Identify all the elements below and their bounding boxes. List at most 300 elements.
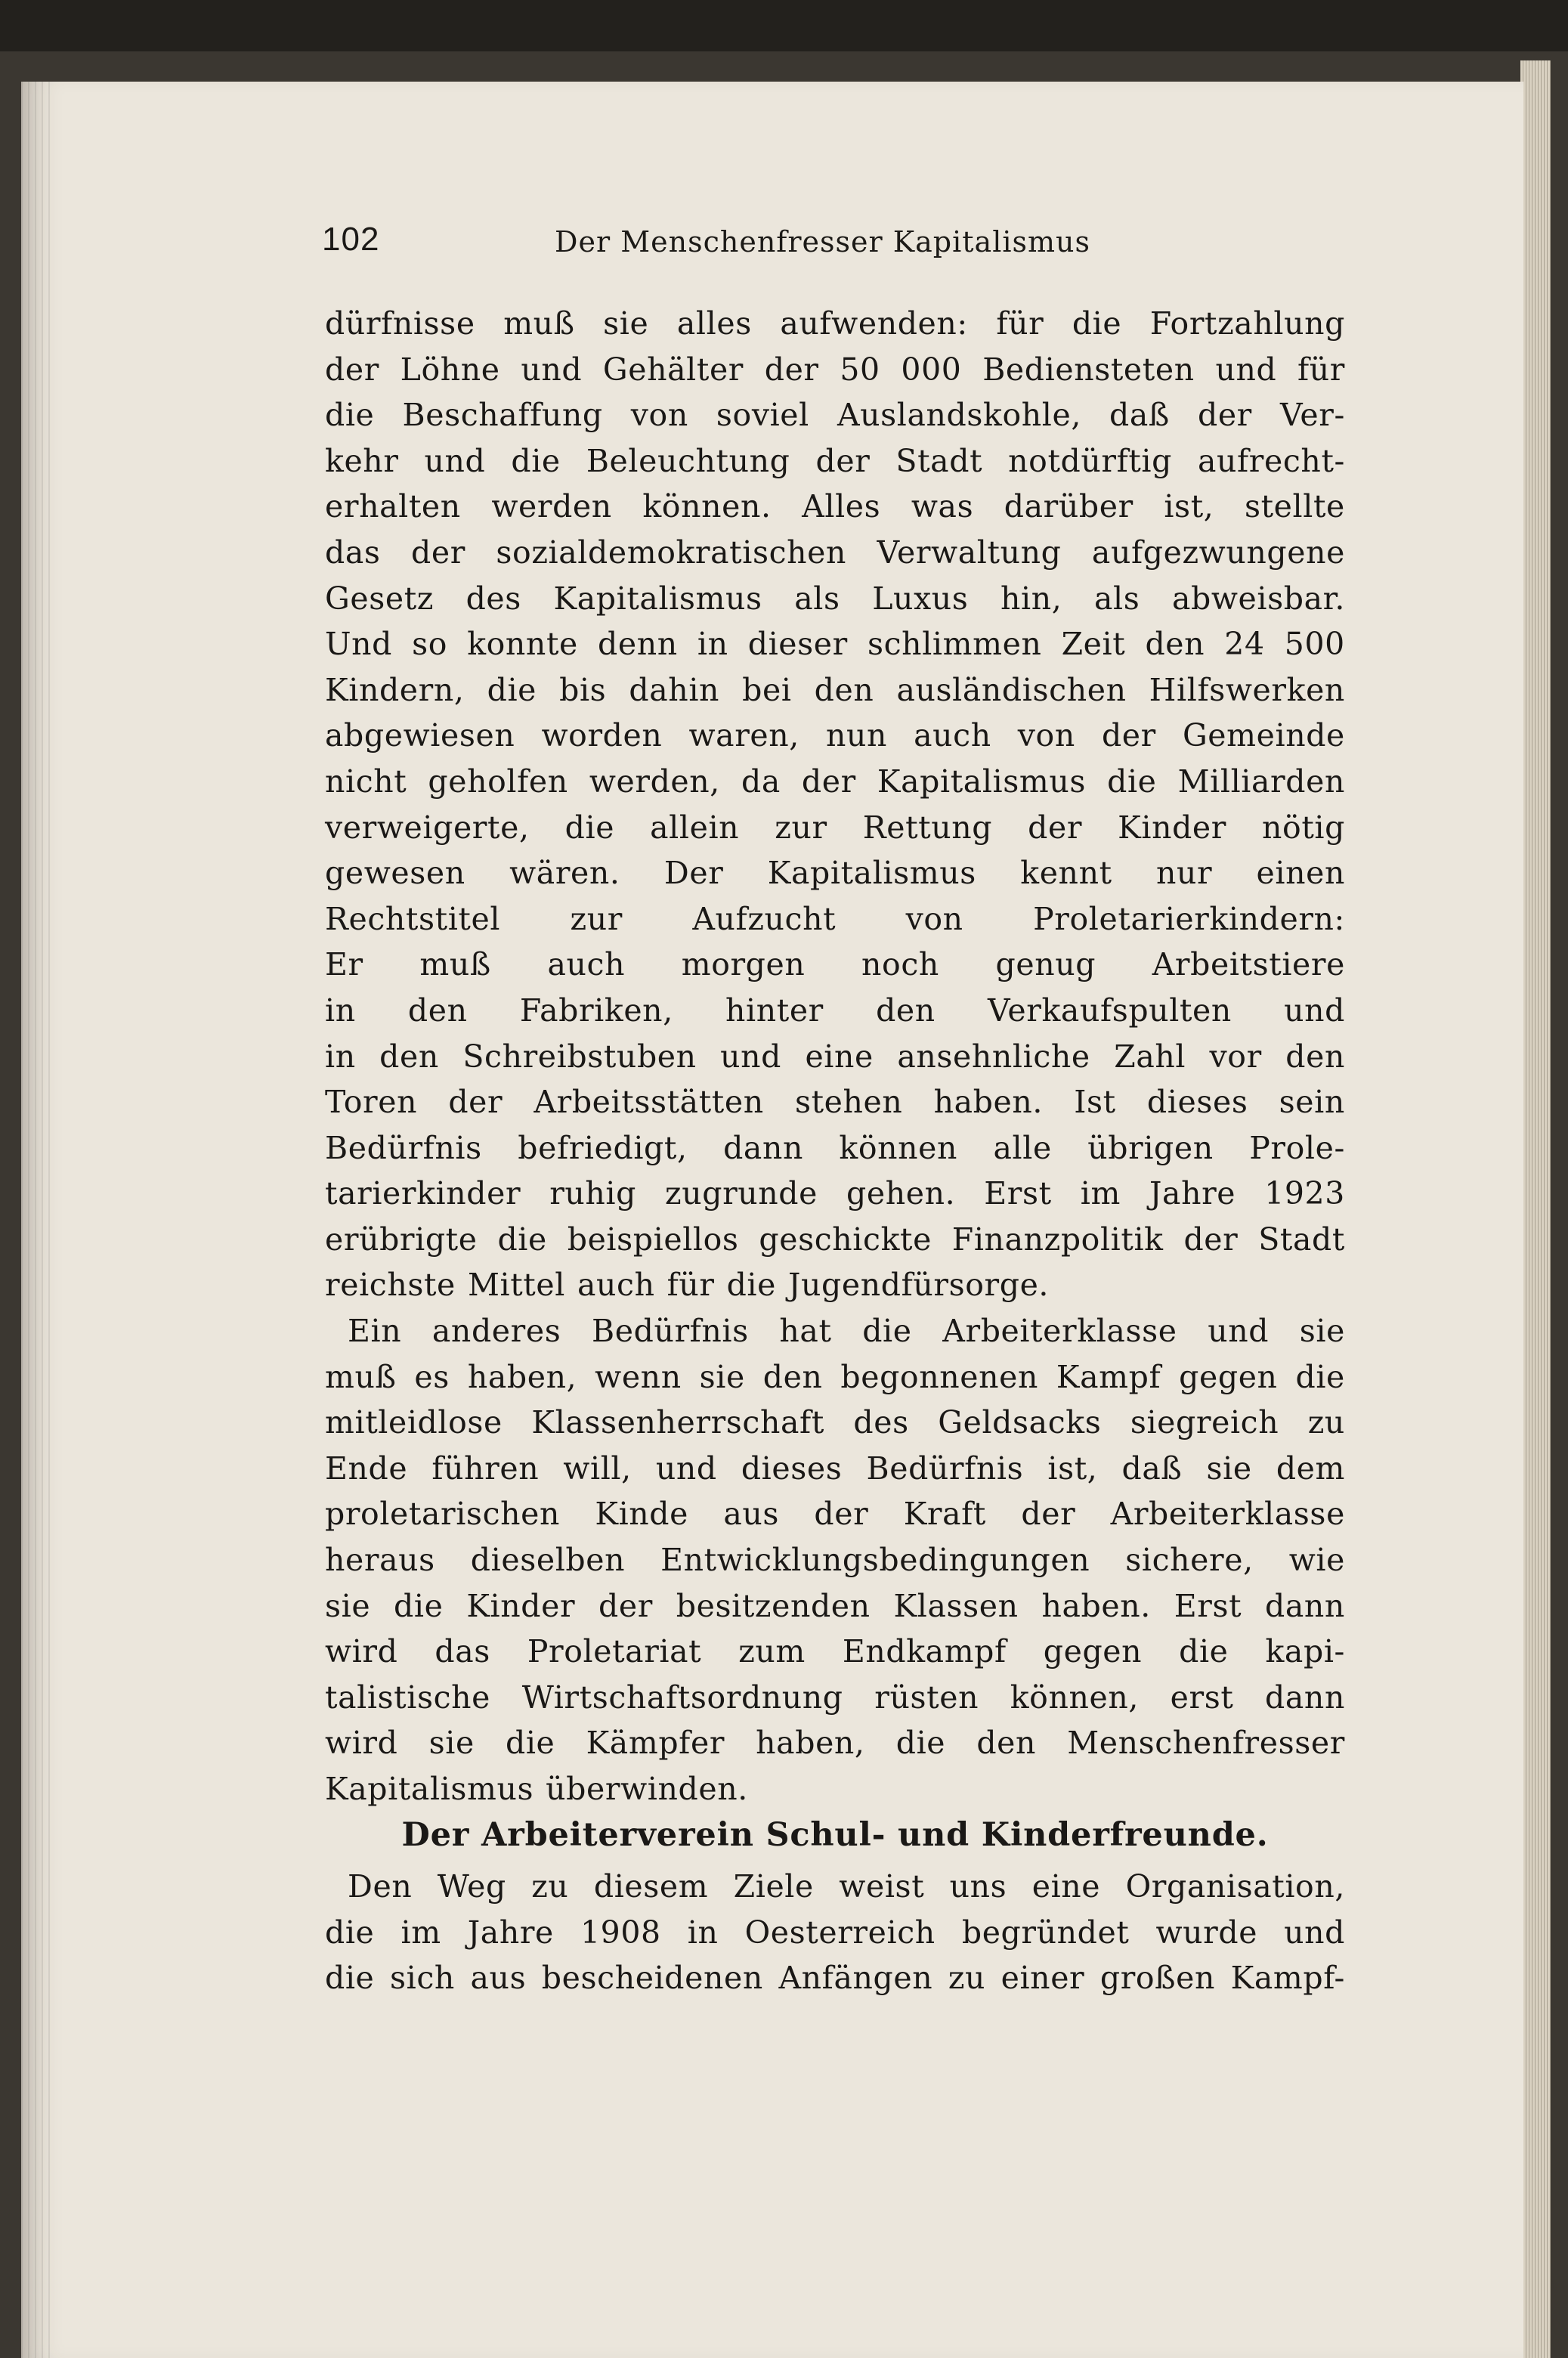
word: Schreibstuben	[462, 1038, 697, 1075]
word: dann	[723, 1129, 803, 1166]
word: kennt	[1020, 855, 1112, 892]
word: Der	[663, 855, 724, 892]
word: der	[1028, 809, 1083, 846]
word: zugrunde	[665, 1175, 818, 1212]
text-line	[325, 1766, 1345, 1812]
word: die	[325, 1914, 375, 1951]
word: Auslandskohle,	[837, 397, 1081, 434]
word: den	[1285, 1038, 1345, 1075]
word: ansehnliche	[897, 1038, 1090, 1075]
word: hin,	[1000, 580, 1062, 617]
word: Milliarden	[1177, 763, 1345, 800]
word: Alles	[802, 488, 881, 525]
word: überwinden.	[546, 1771, 748, 1807]
word: anderes	[431, 1313, 561, 1350]
word: als	[794, 580, 840, 617]
word: großen	[1099, 1960, 1216, 1997]
word: in	[325, 992, 356, 1029]
word: Verwaltung	[877, 534, 1062, 571]
word: wird	[325, 1633, 398, 1670]
word: daß	[1121, 1450, 1183, 1487]
word: daß	[1109, 397, 1170, 434]
word: morgen	[681, 946, 806, 983]
word: Endkampf	[842, 1633, 1007, 1670]
text-line	[325, 576, 1345, 622]
word: Ver-	[1279, 397, 1345, 434]
page-gutter	[21, 82, 51, 2358]
word: Beschaffung	[402, 397, 603, 434]
word: nun	[825, 717, 888, 754]
word: Bedürfnis	[592, 1313, 749, 1350]
running-title: Der Menschenfresser Kapitalismus	[555, 225, 1091, 258]
word: stehen	[794, 1084, 903, 1121]
word: von	[630, 397, 688, 434]
word: die	[862, 1313, 912, 1350]
word: Prole-	[1249, 1129, 1345, 1166]
text-line	[325, 438, 1345, 484]
word: zur	[775, 809, 827, 846]
word: gegen	[1043, 1633, 1143, 1670]
word: haben.	[933, 1084, 1044, 1121]
word: Kinde	[595, 1496, 689, 1533]
word: dahin	[629, 671, 720, 708]
word: Fortzahlung	[1149, 305, 1345, 342]
word: was	[911, 488, 974, 525]
word: auch	[914, 717, 991, 754]
word: den	[814, 671, 874, 708]
word: Arbeiterklasse	[1110, 1496, 1345, 1533]
word: den	[876, 992, 936, 1029]
word: Bedürfnis	[866, 1450, 1024, 1487]
word: gehen.	[846, 1175, 956, 1212]
word: dem	[1276, 1450, 1345, 1487]
word: dieses	[1146, 1084, 1248, 1121]
word: sie	[1206, 1450, 1252, 1487]
word: worden	[541, 717, 663, 754]
word: Stadt	[1258, 1221, 1345, 1258]
word: der	[448, 1084, 503, 1121]
text-line	[325, 1079, 1345, 1125]
word: Erst	[984, 1175, 1052, 1212]
word: so	[412, 626, 448, 663]
word: können.	[642, 488, 772, 525]
word: Oesterreich	[744, 1914, 936, 1951]
text-line	[325, 713, 1345, 759]
word: im	[401, 1914, 441, 1951]
word: Kindern,	[325, 671, 465, 708]
word: die	[511, 442, 561, 479]
word: stellte	[1244, 488, 1345, 525]
word: Anfängen	[778, 1960, 933, 1997]
word: den	[976, 1725, 1037, 1762]
word: Arbeitstiere	[1152, 946, 1345, 983]
word: Kapitalismus	[877, 763, 1087, 800]
running-head	[322, 221, 1354, 266]
word: Kapitalismus	[325, 1771, 534, 1807]
word: hinter	[725, 992, 824, 1029]
word: muß	[419, 946, 491, 983]
body-text-section-2	[325, 1864, 1345, 2001]
word: für	[1297, 351, 1345, 388]
word: das	[435, 1633, 490, 1670]
text-line	[325, 942, 1345, 988]
word: Kampf	[1056, 1358, 1161, 1395]
word: konnte	[467, 626, 578, 663]
word: einen	[1256, 855, 1345, 892]
word: Rechtstitel	[325, 900, 501, 937]
text-line	[325, 1537, 1345, 1583]
word: gegen	[1179, 1358, 1278, 1395]
word: für	[666, 1267, 715, 1304]
word: die	[895, 1725, 946, 1762]
text-line	[325, 1308, 1345, 1354]
word: 1908	[580, 1914, 661, 1951]
word: sein	[1279, 1084, 1345, 1121]
word: und	[521, 351, 583, 388]
word: in	[697, 626, 728, 663]
text-line	[325, 1864, 1345, 1910]
word: von	[905, 900, 963, 937]
word: Gemeinde	[1182, 717, 1345, 754]
word: und	[1284, 1914, 1345, 1951]
word: Menschenfresser	[1067, 1725, 1345, 1762]
word: Geldsacks	[938, 1404, 1102, 1441]
word: die	[497, 1221, 547, 1258]
word: Klassenherrschaft	[531, 1404, 824, 1441]
word: dieser	[747, 626, 848, 663]
word: Proletarierkindern:	[1033, 900, 1345, 937]
word: eine	[805, 1038, 874, 1075]
word: Ziele	[733, 1868, 814, 1905]
word: der	[598, 1587, 653, 1624]
word: die	[394, 1587, 444, 1624]
word: verweigerte,	[325, 809, 530, 846]
word: Kinder	[466, 1587, 576, 1624]
word: aufgezwungene	[1091, 534, 1345, 571]
word: es	[414, 1358, 450, 1395]
word: hat	[779, 1313, 832, 1350]
word: werden,	[589, 763, 720, 800]
text-line	[325, 667, 1345, 713]
word: talistische	[325, 1679, 491, 1716]
word: waren,	[688, 717, 799, 754]
word: im	[1080, 1175, 1121, 1212]
word: begonnenen	[840, 1358, 1038, 1395]
word: besitzenden	[676, 1587, 871, 1624]
word: die	[726, 1267, 777, 1304]
word: die	[1107, 763, 1157, 800]
word: erst	[1170, 1679, 1234, 1716]
word: Jahre	[1149, 1175, 1236, 1212]
word: Er	[325, 946, 363, 983]
word: da	[741, 763, 781, 800]
word: die	[1072, 305, 1122, 342]
text-line	[325, 1910, 1345, 1956]
word: des	[465, 580, 521, 617]
word: die	[1179, 1633, 1229, 1670]
word: ist,	[1164, 488, 1214, 525]
word: allein	[650, 809, 740, 846]
word: aus	[470, 1960, 527, 1997]
word: bis	[559, 671, 607, 708]
section-heading: Der Arbeiterverein Schul- und Kinderfreunde.	[401, 1816, 1269, 1854]
word: haben,	[467, 1358, 577, 1395]
word: wurde	[1155, 1914, 1258, 1951]
word: rüsten	[874, 1679, 979, 1716]
word: Kinder	[1118, 809, 1226, 846]
word: 24	[1224, 626, 1265, 663]
text-line	[325, 1217, 1345, 1263]
word: übrigen	[1087, 1129, 1214, 1166]
word: Arbeiterklasse	[942, 1313, 1177, 1350]
word: der	[411, 534, 465, 571]
word: auch	[547, 946, 626, 983]
word: muß	[325, 1358, 397, 1395]
word: notdürftig	[1008, 442, 1172, 479]
word: dieselben	[470, 1542, 626, 1579]
word: nicht	[325, 763, 407, 800]
word: alle	[993, 1129, 1052, 1166]
page-number: 102	[322, 221, 380, 258]
word: haben,	[756, 1725, 865, 1762]
word: der	[325, 351, 379, 388]
word: Erst	[1174, 1587, 1242, 1624]
text-line	[325, 1034, 1345, 1080]
word: Proletariat	[527, 1633, 702, 1670]
word: gewesen	[325, 855, 465, 892]
word: beispiellos	[567, 1221, 739, 1258]
word: Hilfswerken	[1149, 671, 1345, 708]
word: aufwenden:	[780, 305, 968, 342]
text-line	[325, 301, 1345, 347]
word: können	[839, 1129, 958, 1166]
word: Jugendfürsorge.	[788, 1267, 1050, 1304]
word: Zeit	[1061, 626, 1126, 663]
word: in	[687, 1914, 719, 1951]
word: sie	[428, 1725, 475, 1762]
word: Gehälter	[602, 351, 744, 388]
word: 000	[901, 351, 962, 388]
text-line	[325, 1171, 1345, 1217]
text-line	[325, 1629, 1345, 1675]
word: geschickte	[759, 1221, 932, 1258]
word: Verkaufspulten	[987, 992, 1232, 1029]
word: der	[1183, 1221, 1239, 1258]
word: Arbeitsstätten	[533, 1084, 764, 1121]
word: abweisbar.	[1171, 580, 1345, 617]
word: Den	[348, 1868, 413, 1905]
word: Weg	[437, 1868, 506, 1905]
text-line	[325, 1955, 1345, 2001]
word: eine	[1031, 1868, 1101, 1905]
text-line	[325, 1446, 1345, 1492]
word: sich	[390, 1960, 455, 1997]
word: Gesetz	[325, 580, 434, 617]
word: heraus	[325, 1542, 435, 1579]
text-line	[325, 1675, 1345, 1721]
word: zu	[948, 1960, 986, 1997]
word: ist,	[1047, 1450, 1098, 1487]
word: will,	[563, 1450, 632, 1487]
word: aus	[723, 1496, 780, 1533]
word: Kampf-	[1230, 1960, 1345, 1997]
word: Löhne	[400, 351, 500, 388]
word: den	[379, 1038, 439, 1075]
text-line	[325, 1354, 1345, 1400]
word: haben.	[1041, 1587, 1151, 1624]
word: erübrigte	[325, 1221, 478, 1258]
text-line	[325, 1491, 1345, 1537]
text-line	[325, 988, 1345, 1034]
word: sichere,	[1125, 1542, 1254, 1579]
word: muß	[503, 305, 575, 342]
word: für	[996, 305, 1044, 342]
word: darüber	[1004, 488, 1133, 525]
word: dürfnisse	[325, 305, 475, 342]
word: denn	[598, 626, 678, 663]
word: dieses	[741, 1450, 843, 1487]
word: die	[505, 1725, 555, 1762]
word: der	[801, 763, 856, 800]
word: tarierkinder	[325, 1175, 521, 1212]
word: 500	[1284, 626, 1345, 663]
word: Zahl	[1114, 1038, 1186, 1075]
word: Finanzpolitik	[951, 1221, 1164, 1258]
word: wenn	[595, 1358, 682, 1395]
word: des	[853, 1404, 909, 1441]
word: auch	[577, 1267, 655, 1304]
word: als	[1093, 580, 1140, 617]
text-line	[325, 850, 1345, 896]
word: Rettung	[862, 809, 993, 846]
word: Ist	[1074, 1084, 1116, 1121]
word: sie	[699, 1358, 745, 1395]
word: Kapitalismus	[767, 855, 976, 892]
text-line	[325, 392, 1345, 438]
word: werden	[491, 488, 612, 525]
word: der	[1197, 397, 1252, 434]
word: die	[487, 671, 537, 708]
word: Entwicklungsbedingungen	[660, 1542, 1090, 1579]
text-line	[325, 1125, 1345, 1171]
word: 1923	[1264, 1175, 1345, 1212]
word: wird	[325, 1725, 398, 1762]
word: die	[564, 809, 615, 846]
text-line	[325, 530, 1345, 576]
word: Toren	[325, 1084, 418, 1121]
word: Kämpfer	[586, 1725, 725, 1762]
word: ruhig	[549, 1175, 636, 1212]
word: mitleidlose	[325, 1404, 503, 1441]
word: Mittel	[467, 1267, 565, 1304]
text-line	[325, 1400, 1345, 1446]
word: Jahre	[467, 1914, 554, 1951]
word: zu	[531, 1868, 569, 1905]
word: dann	[1265, 1587, 1345, 1624]
word: und	[720, 1038, 781, 1075]
word: und	[424, 442, 486, 479]
word: dann	[1265, 1679, 1345, 1716]
word: zu	[1307, 1404, 1345, 1441]
word: soviel	[716, 397, 809, 434]
word: das	[325, 534, 381, 571]
word: nur	[1155, 855, 1213, 892]
word: Organisation,	[1125, 1868, 1345, 1905]
word: sie	[603, 305, 649, 342]
word: 50	[840, 351, 880, 388]
word: uns	[949, 1868, 1007, 1905]
word: Bediensteten	[982, 351, 1195, 388]
word: genug	[995, 946, 1096, 983]
word: der	[1021, 1496, 1076, 1533]
word: wären.	[509, 855, 620, 892]
word: den	[762, 1358, 823, 1395]
word: bescheidenen	[541, 1960, 763, 1997]
word: zum	[738, 1633, 806, 1670]
word: und	[1215, 351, 1277, 388]
body-text-section-1	[325, 301, 1345, 1812]
word: diesem	[593, 1868, 709, 1905]
word: in	[325, 1038, 356, 1075]
word: weist	[839, 1868, 925, 1905]
word: einer	[1000, 1960, 1085, 1997]
word: Beleuchtung	[586, 442, 790, 479]
word: sie	[1299, 1313, 1345, 1350]
word: befriedigt,	[518, 1129, 688, 1166]
word: Aufzucht	[692, 900, 837, 937]
word: der	[814, 1496, 869, 1533]
word: Luxus	[872, 580, 969, 617]
word: die	[325, 397, 375, 434]
word: können,	[1010, 1679, 1139, 1716]
text-line	[325, 1262, 1345, 1308]
word: den	[407, 992, 468, 1029]
word: Wirtschaftsordnung	[521, 1679, 843, 1716]
word: alles	[676, 305, 752, 342]
text-line	[325, 759, 1345, 805]
word: und	[655, 1450, 717, 1487]
word: erhalten	[325, 488, 461, 525]
word: aufrecht-	[1197, 442, 1345, 479]
word: reichste	[325, 1267, 456, 1304]
word: geholfen	[428, 763, 568, 800]
word: der	[815, 442, 871, 479]
word: sie	[325, 1587, 371, 1624]
word: von	[1017, 717, 1075, 754]
text-line	[325, 1720, 1345, 1766]
word: und	[1208, 1313, 1270, 1350]
text-line	[325, 896, 1345, 942]
word: die	[325, 1960, 375, 1997]
word: der	[1101, 717, 1156, 754]
text-line	[325, 1583, 1345, 1629]
word: Und	[325, 626, 393, 663]
word: die	[1295, 1358, 1345, 1395]
word: führen	[431, 1450, 540, 1487]
text-line	[325, 484, 1345, 530]
word: abgewiesen	[325, 717, 515, 754]
word: kehr	[325, 442, 399, 479]
word: Kapitalismus	[553, 580, 762, 617]
word: Klassen	[893, 1587, 1019, 1624]
word: begründet	[961, 1914, 1130, 1951]
word: noch	[861, 946, 939, 983]
word: proletarischen	[325, 1496, 561, 1533]
text-line	[325, 347, 1345, 393]
page-edges	[1520, 60, 1551, 2358]
word: Fabriken,	[519, 992, 673, 1029]
word: den	[1145, 626, 1205, 663]
